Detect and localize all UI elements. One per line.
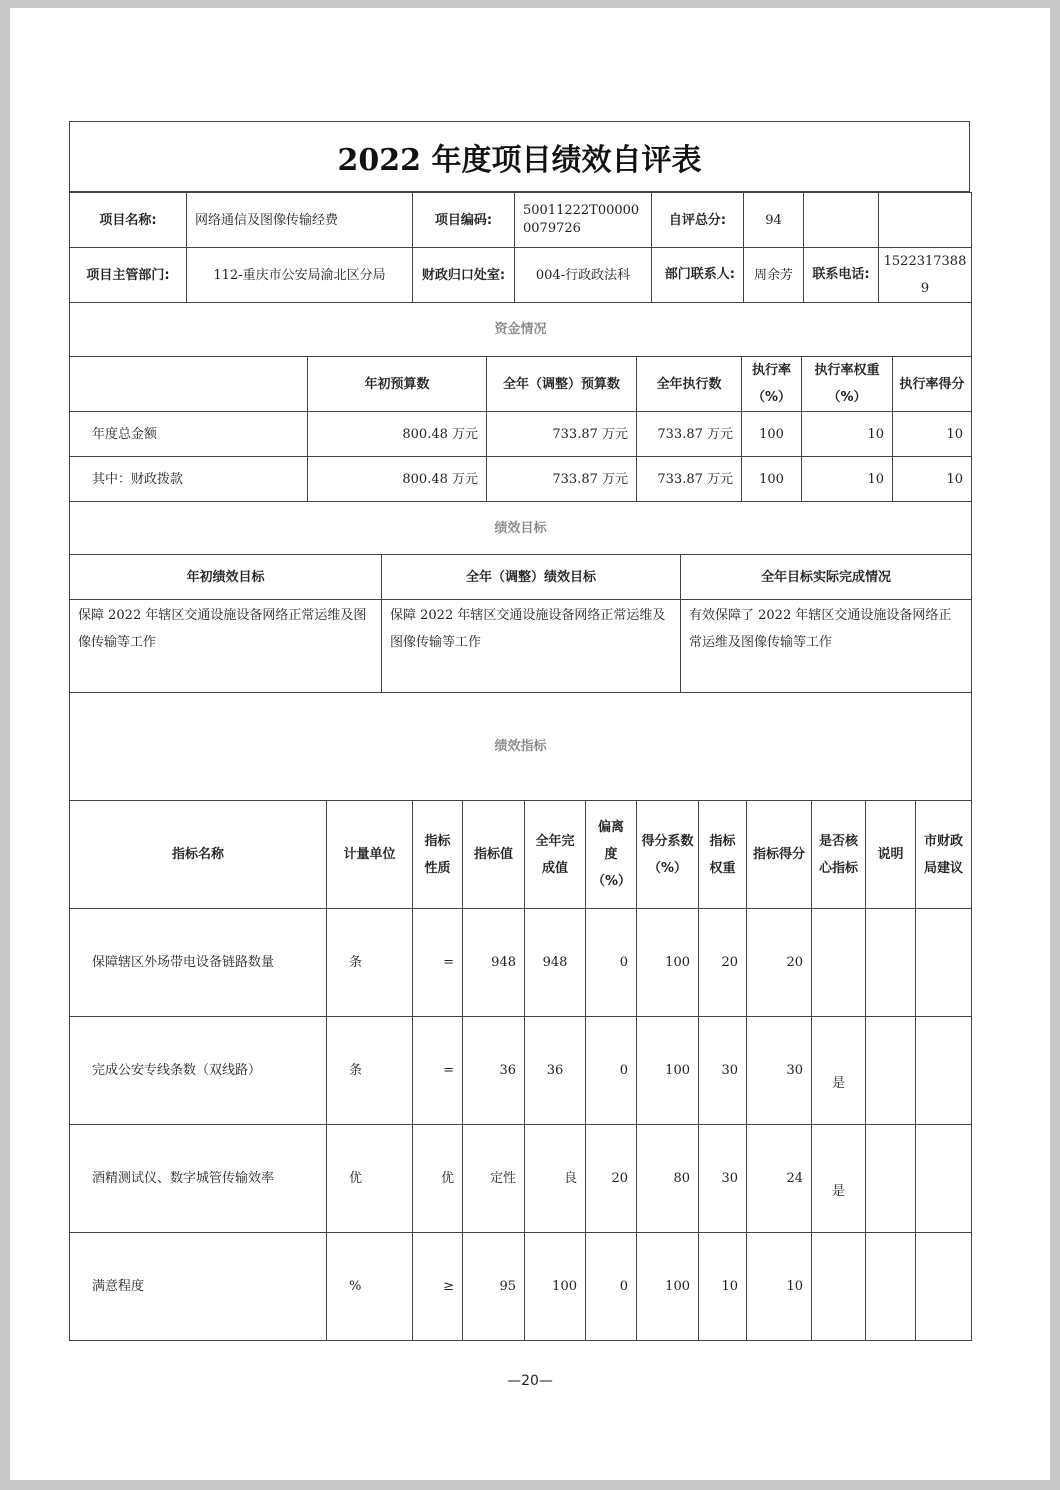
indicator-score: 24 — [747, 1125, 812, 1233]
fund-rate: 100 — [742, 412, 802, 457]
project-name-label: 项目名称: — [70, 193, 187, 248]
indicator-value: 36 — [463, 1017, 525, 1125]
table-row — [70, 457, 972, 502]
indicators-section-title: 绩效指标 — [70, 693, 972, 801]
indicator-actual: 948 — [525, 909, 586, 1017]
col-header: 市财政局建议 — [916, 801, 972, 909]
indicator-value: 948 — [463, 909, 525, 1017]
col-header: 是否核心指标 — [812, 801, 866, 909]
col-header: 指标得分 — [747, 801, 812, 909]
indicator-actual: 100 — [525, 1233, 586, 1341]
col-header: 执行率（%） — [742, 357, 802, 412]
indicator-coef: 80 — [637, 1125, 699, 1233]
indicator-note — [866, 1017, 916, 1125]
indicator-deviation: 20 — [586, 1125, 637, 1233]
col-header: 偏离度（%） — [586, 801, 637, 909]
fund-initial: 800.48 万元 — [308, 412, 487, 457]
project-info-table — [69, 192, 972, 303]
fund-name: 其中：财政拨款 — [70, 457, 308, 502]
indicator-core: 是 — [812, 1125, 866, 1233]
col-header: 执行率得分 — [893, 357, 972, 412]
col-header: 全年（调整）预算数 — [487, 357, 637, 412]
score-value: 94 — [744, 193, 804, 248]
col-header: 指标性质 — [413, 801, 463, 909]
indicator-value: 定性 — [463, 1125, 525, 1233]
indicator-nature: 优 — [413, 1125, 463, 1233]
fund-score: 10 — [893, 457, 972, 502]
page-number: —20— — [507, 1373, 553, 1389]
indicator-advice — [916, 909, 972, 1017]
fund-adjusted: 733.87 万元 — [487, 457, 637, 502]
contact-value: 周余芳 — [744, 248, 804, 303]
goal-adjusted: 保障 2022 年辖区交通设施设备网络正常运维及图像传输等工作 — [382, 600, 681, 693]
indicator-score: 20 — [747, 909, 812, 1017]
indicator-weight: 10 — [699, 1233, 747, 1341]
fund-score: 10 — [893, 412, 972, 457]
indicator-unit: 条 — [327, 909, 413, 1017]
col-header: 指标名称 — [70, 801, 327, 909]
indicator-unit: 条 — [327, 1017, 413, 1125]
indicator-advice — [916, 1017, 972, 1125]
col-header: 全年完成值 — [525, 801, 586, 909]
indicator-value: 95 — [463, 1233, 525, 1341]
score-label: 自评总分: — [652, 193, 744, 248]
indicator-coef: 100 — [637, 909, 699, 1017]
empty-cell — [879, 193, 972, 248]
col-header: 指标值 — [463, 801, 525, 909]
col-header: 指标权重 — [699, 801, 747, 909]
funds-table — [69, 302, 972, 502]
fund-executed: 733.87 万元 — [637, 412, 742, 457]
fund-executed: 733.87 万元 — [637, 457, 742, 502]
indicator-deviation: 0 — [586, 1017, 637, 1125]
indicator-score: 10 — [747, 1233, 812, 1341]
indicator-note — [866, 909, 916, 1017]
page-title: 2022 年度项目绩效自评表 — [69, 121, 970, 192]
goal-actual: 有效保障了 2022 年辖区交通设施设备网络正常运维及图像传输等工作 — [681, 600, 972, 693]
table-row — [70, 1017, 972, 1125]
goal-initial: 保障 2022 年辖区交通设施设备网络正常运维及图像传输等工作 — [70, 600, 382, 693]
indicator-actual: 36 — [525, 1017, 586, 1125]
indicator-advice — [916, 1233, 972, 1341]
dept-label: 项目主管部门: — [70, 248, 187, 303]
indicator-actual: 良 — [525, 1125, 586, 1233]
table-row — [70, 1125, 972, 1233]
project-code: 50011222T000000079726 — [515, 193, 652, 248]
indicator-weight: 30 — [699, 1017, 747, 1125]
col-header: 年初预算数 — [308, 357, 487, 412]
table-row — [70, 412, 972, 457]
indicator-nature: = — [413, 1017, 463, 1125]
indicator-name: 满意程度 — [70, 1233, 327, 1341]
indicator-nature: = — [413, 909, 463, 1017]
col-header: 执行率权重（%） — [802, 357, 893, 412]
indicator-name: 保障辖区外场带电设备链路数量 — [70, 909, 327, 1017]
goals-section-title: 绩效目标 — [70, 502, 972, 555]
empty-cell — [804, 193, 879, 248]
contact-label: 部门联系人: — [652, 248, 744, 303]
finance-label: 财政归口处室: — [413, 248, 515, 303]
indicator-coef: 100 — [637, 1017, 699, 1125]
funds-section-title: 资金情况 — [70, 303, 972, 357]
indicator-note — [866, 1233, 916, 1341]
col-header: 全年（调整）绩效目标 — [382, 555, 681, 600]
phone-value: 15223173889 — [879, 248, 972, 303]
indicators-table — [69, 692, 972, 1341]
phone-label: 联系电话: — [804, 248, 879, 303]
table-row — [70, 909, 972, 1017]
empty-cell — [70, 357, 308, 412]
indicator-core — [812, 909, 866, 1017]
fund-initial: 800.48 万元 — [308, 457, 487, 502]
col-header: 年初绩效目标 — [70, 555, 382, 600]
col-header: 计量单位 — [327, 801, 413, 909]
indicator-unit: 优 — [327, 1125, 413, 1233]
fund-weight: 10 — [802, 412, 893, 457]
indicator-core — [812, 1233, 866, 1341]
indicator-score: 30 — [747, 1017, 812, 1125]
indicator-nature: ≥ — [413, 1233, 463, 1341]
col-header: 得分系数（%） — [637, 801, 699, 909]
col-header: 全年目标实际完成情况 — [681, 555, 972, 600]
indicator-deviation: 0 — [586, 1233, 637, 1341]
indicator-weight: 20 — [699, 909, 747, 1017]
fund-rate: 100 — [742, 457, 802, 502]
dept-value: 112-重庆市公安局渝北区分局 — [187, 248, 413, 303]
indicator-unit: % — [327, 1233, 413, 1341]
fund-weight: 10 — [802, 457, 893, 502]
indicator-weight: 30 — [699, 1125, 747, 1233]
fund-adjusted: 733.87 万元 — [487, 412, 637, 457]
fund-name: 年度总金额 — [70, 412, 308, 457]
indicator-name: 完成公安专线条数（双线路） — [70, 1017, 327, 1125]
indicator-deviation: 0 — [586, 909, 637, 1017]
col-header: 说明 — [866, 801, 916, 909]
indicator-advice — [916, 1125, 972, 1233]
indicator-note — [866, 1125, 916, 1233]
finance-value: 004-行政政法科 — [515, 248, 652, 303]
indicator-coef: 100 — [637, 1233, 699, 1341]
goals-table — [69, 501, 972, 693]
indicator-name: 酒精测试仪、数字城管传输效率 — [70, 1125, 327, 1233]
project-name: 网络通信及图像传输经费 — [187, 193, 413, 248]
project-code-label: 项目编码: — [413, 193, 515, 248]
table-row — [70, 1233, 972, 1341]
indicator-core: 是 — [812, 1017, 866, 1125]
col-header: 全年执行数 — [637, 357, 742, 412]
